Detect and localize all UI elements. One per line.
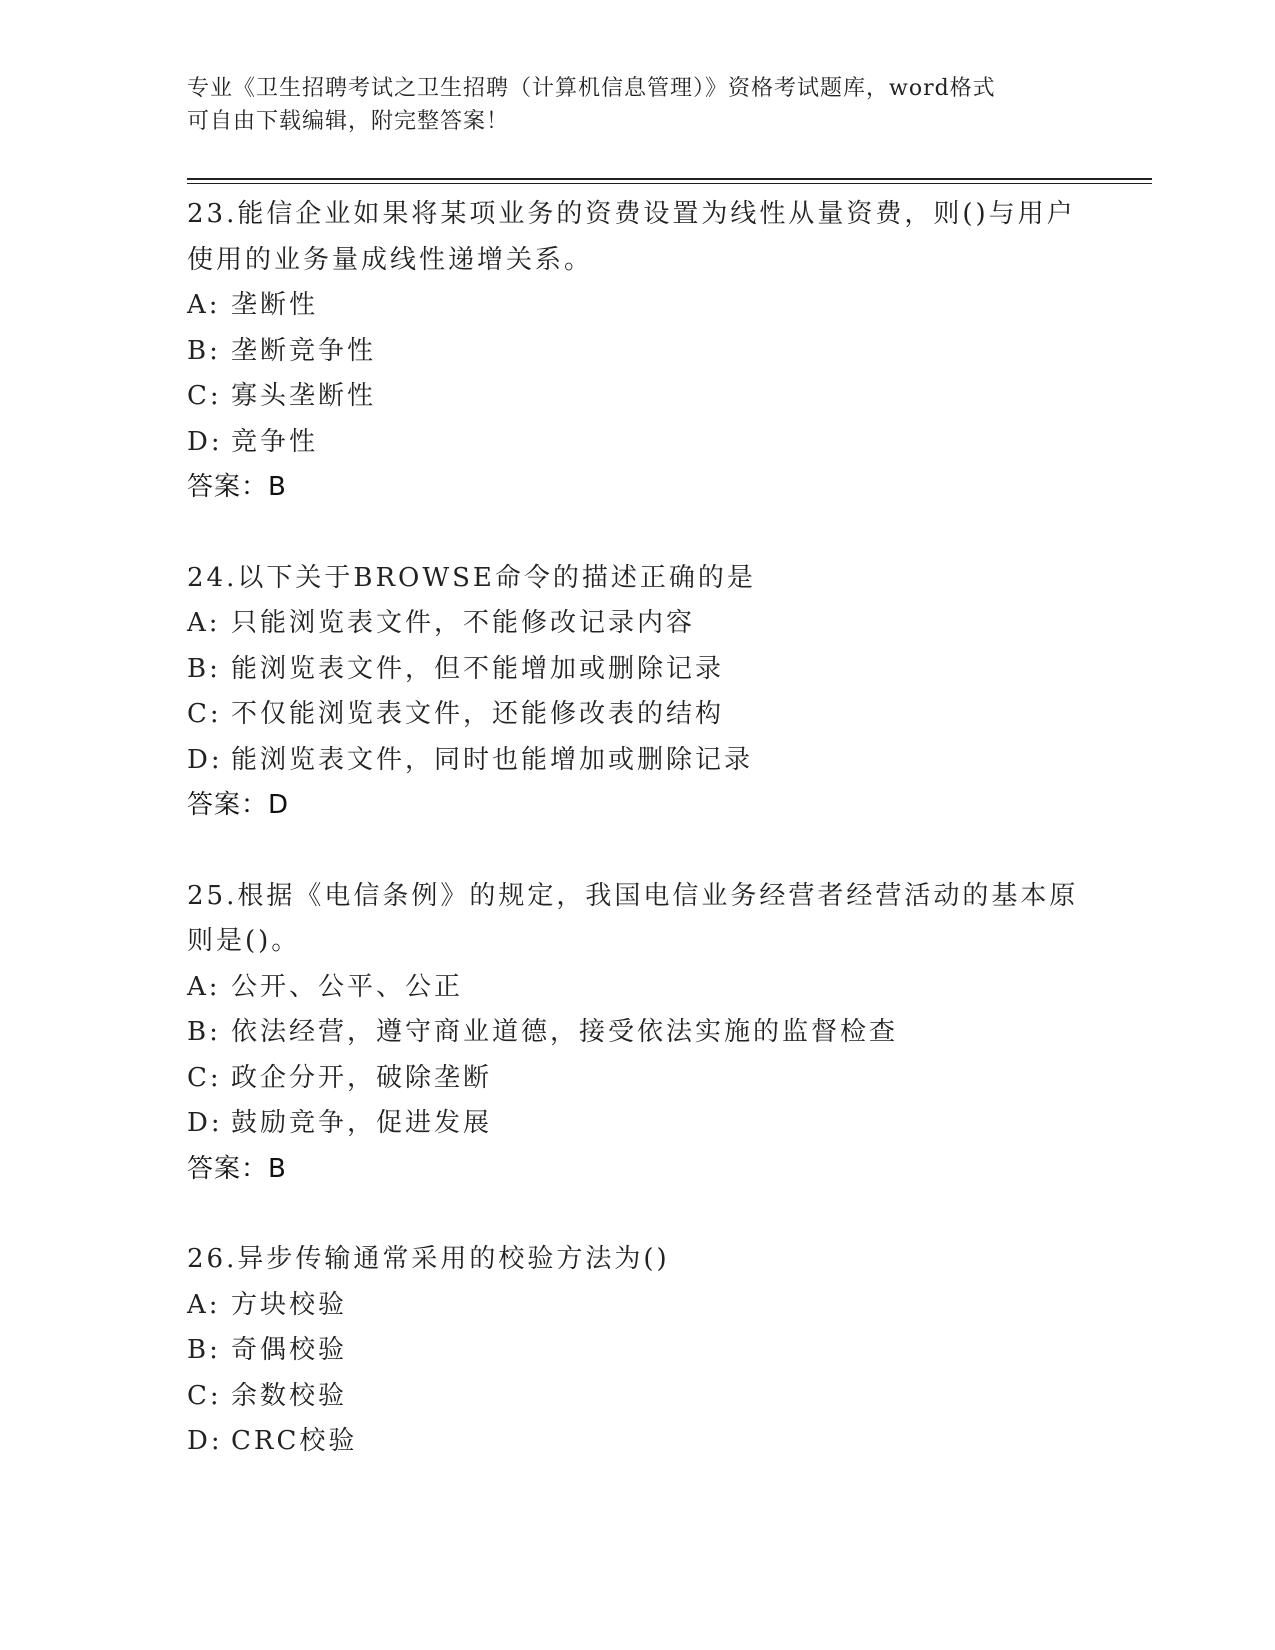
option-a bbox=[187, 283, 1087, 329]
option-c bbox=[187, 1374, 1087, 1420]
question-stem: 23.能信企业如果将某项业务的资费设置为线性从量资费，则()与用户 bbox=[187, 199, 1076, 229]
answer: 答案：D bbox=[187, 790, 290, 820]
question-stem: 则是()。 bbox=[187, 926, 301, 956]
option-c bbox=[187, 692, 1087, 738]
option-text: 方块校验 bbox=[231, 1289, 348, 1320]
option-letter: B: bbox=[187, 1335, 221, 1365]
option-letter: D: bbox=[187, 1426, 223, 1456]
option-text: 公开、公平、公正 bbox=[231, 971, 464, 1002]
option-text: 垄断竞争性 bbox=[231, 335, 377, 366]
option-d bbox=[187, 1419, 1087, 1465]
option-d bbox=[187, 738, 1087, 784]
option-letter: A: bbox=[187, 1289, 221, 1320]
option-text: 只能浏览表文件，不能修改记录内容 bbox=[231, 608, 696, 638]
question-stem: 使用的业务量成线性递增关系。 bbox=[187, 244, 594, 275]
option-text: 能浏览表文件，但不能增加或删除记录 bbox=[231, 653, 725, 684]
option-letter: A: bbox=[187, 971, 221, 1002]
option-text: 垄断性 bbox=[231, 290, 319, 320]
header-line-2: 可自由下载编辑，附完整答案！ bbox=[187, 109, 510, 134]
option-letter: C: bbox=[187, 699, 222, 729]
option-letter: C: bbox=[187, 1380, 222, 1411]
option-letter: B: bbox=[187, 1017, 221, 1047]
header-line-1: 专业《卫生招聘考试之卫生招聘（计算机信息管理）》资格考试题库，word格式 bbox=[187, 76, 996, 101]
option-letter: B: bbox=[187, 653, 221, 684]
option-text: CRC校验 bbox=[231, 1426, 358, 1456]
document-header bbox=[187, 72, 1067, 138]
question-list bbox=[187, 192, 1087, 1510]
option-text: 依法经营，遵守商业道德，接受依法实施的监督检查 bbox=[231, 1017, 899, 1047]
option-d bbox=[187, 420, 1087, 466]
option-text: 奇偶校验 bbox=[231, 1335, 348, 1365]
question-stem: 25.根据《电信条例》的规定，我国电信业务经营者经营活动的基本原 bbox=[187, 880, 1079, 911]
question-24 bbox=[187, 556, 1087, 829]
option-b bbox=[187, 329, 1087, 375]
option-letter: C: bbox=[187, 1062, 222, 1093]
question-26 bbox=[187, 1237, 1087, 1465]
answer: 答案：B bbox=[187, 472, 287, 502]
option-b bbox=[187, 1328, 1087, 1374]
option-letter: D: bbox=[187, 744, 223, 775]
question-stem: 26.异步传输通常采用的校验方法为() bbox=[187, 1244, 670, 1274]
option-d bbox=[187, 1101, 1087, 1147]
option-text: 政企分开，破除垄断 bbox=[231, 1062, 493, 1093]
answer: 答案：B bbox=[187, 1153, 287, 1184]
option-letter: D: bbox=[187, 426, 223, 457]
option-b bbox=[187, 647, 1087, 693]
option-c bbox=[187, 374, 1087, 420]
header-rule-thick bbox=[187, 178, 1152, 180]
option-a bbox=[187, 965, 1087, 1011]
option-b bbox=[187, 1010, 1087, 1056]
option-letter: C: bbox=[187, 381, 222, 411]
option-text: 鼓励竞争，促进发展 bbox=[231, 1108, 493, 1138]
option-text: 寡头垄断性 bbox=[231, 381, 377, 411]
option-text: 能浏览表文件，同时也能增加或删除记录 bbox=[231, 744, 754, 775]
option-c bbox=[187, 1056, 1087, 1102]
question-23 bbox=[187, 192, 1087, 511]
header-rule-thin bbox=[187, 183, 1152, 184]
option-letter: A: bbox=[187, 608, 221, 638]
option-letter: A: bbox=[187, 290, 221, 320]
option-a bbox=[187, 601, 1087, 647]
option-text: 不仅能浏览表文件，还能修改表的结构 bbox=[231, 699, 725, 729]
option-text: 余数校验 bbox=[231, 1380, 348, 1411]
question-stem: 24.以下关于BROWSE命令的描述正确的是 bbox=[187, 562, 756, 593]
option-letter: B: bbox=[187, 335, 221, 366]
option-text: 竞争性 bbox=[231, 426, 319, 457]
option-letter: D: bbox=[187, 1108, 223, 1138]
question-25 bbox=[187, 874, 1087, 1193]
option-a bbox=[187, 1283, 1087, 1329]
